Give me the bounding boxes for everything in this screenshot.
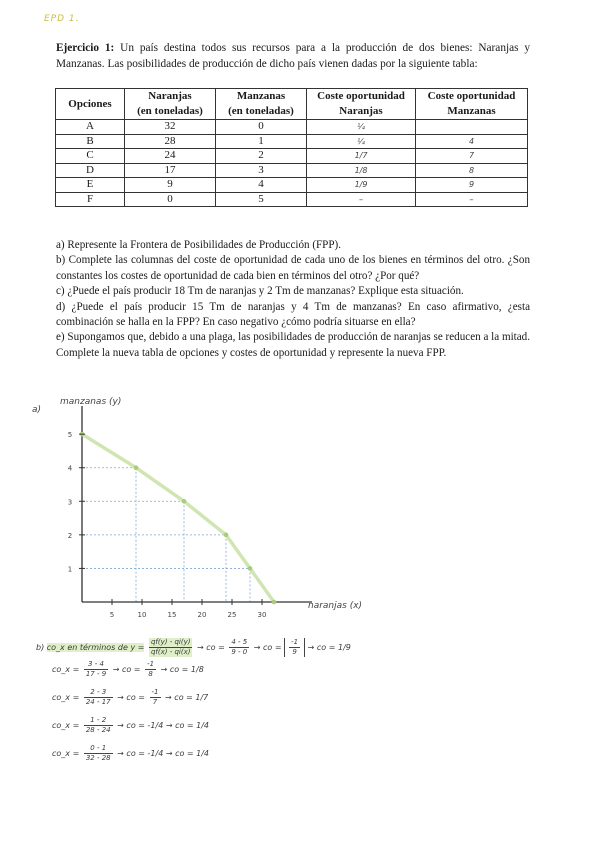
solution-row: co_x = $\frac{3 - 4}{17 - 9}$ → co = $\frac{-1}{8}$ → co = 1/8 — [52, 660, 204, 678]
cell-apples: 0 — [216, 120, 307, 135]
cell-option: C — [56, 149, 125, 164]
x-tick-label: 25 — [227, 611, 237, 619]
solution-row: co_x = $\frac{0 - 1}{32 - 28}$ → co = -1/4 → co = 1/4 — [52, 744, 210, 762]
table-row — [56, 163, 528, 178]
cell-oc-apples: 4 — [416, 134, 528, 149]
y-tick-label: 5 — [67, 431, 73, 440]
cell-option: D — [56, 163, 125, 178]
header-oranges: Naranjas (en toneladas) — [125, 89, 216, 120]
ppf-curve — [82, 434, 274, 602]
table-header-row — [56, 89, 528, 120]
cell-oranges: 28 — [125, 134, 216, 149]
cell-apples: 1 — [216, 134, 307, 149]
chart-axes — [82, 406, 312, 602]
ppf-chart — [30, 392, 390, 622]
question-b: b) Complete las columnas del coste de oportunidad de cada uno de los bienes en términos del otro. ¿Son constantes los costes de oportunidad de cada bien en términos del otro? ¿Por qué? — [56, 254, 530, 282]
table-row — [56, 149, 528, 164]
cell-option: A — [56, 120, 125, 135]
header-oc-oranges: Coste oportunidad Naranjas — [307, 89, 416, 120]
cell-oc-oranges: 1/8 — [307, 163, 416, 178]
chart-ticks — [68, 431, 267, 619]
table-row — [56, 192, 528, 207]
table-row — [56, 134, 528, 149]
header-apples: Manzanas (en toneladas) — [216, 89, 307, 120]
question-c: c) ¿Puede el país producir 18 Tm de naranjas y 2 Tm de manzanas? Explique esta situación. — [56, 285, 464, 298]
exercise-statement — [56, 40, 530, 72]
cell-oc-apples — [416, 120, 528, 135]
exercise-text: Un país destina todos sus recursos para a la producción de dos bienes: Naranjas y Manzanas. Las posibilidades de producción de dicho país vienen dadas por la siguiente tabla: — [56, 42, 531, 70]
cell-oranges: 32 — [125, 120, 216, 135]
solution-b-line: b) co_x en términos de y = $\frac{qf(y) - qi(y)}{qf(x) - qi(x)}$ → co = $\frac{4 - 5}{9 - 0}$ → co = $\frac{-1}{9}$ → co = 1/9 — [36, 638, 351, 656]
cell-oc-apples: – — [416, 192, 528, 207]
x-tick-label: 5 — [109, 611, 115, 619]
y-tick-label: 4 — [67, 464, 73, 473]
solution-row: co_x = $\frac{2 - 3}{24 - 17}$ → co = $\frac{-1}{7}$ → co = 1/7 — [52, 688, 209, 706]
header-oc-apples: Coste oportunidad Manzanas — [416, 89, 528, 120]
cell-oc-apples: 9 — [416, 178, 528, 193]
solution-b-title: co_x en términos de y = — [46, 643, 145, 652]
questions-list — [56, 238, 530, 361]
question-d: d) ¿Puede el país producir 15 Tm de naranjas y 4 Tm de manzanas? En caso afirmativo, ¿esta combinación se halla en la FPP? En caso negativo ¿cómo podría situarse en ella? — [56, 300, 530, 329]
x-tick-label: 20 — [197, 611, 207, 619]
options-table — [55, 88, 528, 207]
ppf-point — [272, 600, 277, 605]
ppf-point — [182, 499, 187, 504]
cell-oranges: 17 — [125, 163, 216, 178]
x-tick-label: 10 — [137, 611, 147, 619]
table-row — [56, 178, 528, 193]
page-tag: EPD 1. — [44, 14, 80, 24]
y-tick-label: 3 — [67, 498, 73, 507]
cell-option: F — [56, 192, 125, 207]
cell-oc-apples: 7 — [416, 149, 528, 164]
cell-oc-apples: 8 — [416, 163, 528, 178]
x-tick-label: 30 — [257, 611, 267, 619]
cell-option: B — [56, 134, 125, 149]
cell-apples: 5 — [216, 192, 307, 207]
ppf-point — [224, 533, 229, 538]
ppf-point — [248, 566, 253, 571]
chart-series — [80, 432, 277, 604]
question-e: e) Supongamos que, debido a una plaga, las posibilidades de producción de naranjas se reducen a la mitad. Complete la nueva tabla de opciones y costes de oportunidad y represente la nueva FPP. — [56, 331, 530, 359]
cell-apples: 2 — [216, 149, 307, 164]
cell-oc-oranges: 1/7 — [307, 149, 416, 164]
y-tick-label: 1 — [67, 565, 73, 574]
cell-oranges: 24 — [125, 149, 216, 164]
solution-b-formula: $\frac{qf(y) - qi(y)}{qf(x) - qi(x)}$ — [150, 638, 191, 656]
table-row — [56, 120, 528, 135]
cell-oc-oranges: ¼ — [307, 134, 416, 149]
cell-oc-oranges: ¼ — [307, 120, 416, 135]
header-options: Opciones — [56, 89, 125, 120]
cell-oranges: 0 — [125, 192, 216, 207]
cell-oranges: 9 — [125, 178, 216, 193]
cell-apples: 3 — [216, 163, 307, 178]
chart-part-label: a) — [32, 405, 42, 415]
x-tick-label: 15 — [167, 611, 177, 619]
cell-option: E — [56, 178, 125, 193]
question-a: a) Represente la Frontera de Posibilidades de Producción (FPP). — [56, 239, 341, 251]
x-axis-label: naranjas (x) — [308, 601, 363, 611]
ppf-point — [134, 465, 139, 470]
cell-oc-oranges: 1/9 — [307, 178, 416, 193]
y-tick-label: 2 — [67, 531, 73, 540]
solution-b-label: b) — [36, 643, 45, 652]
y-axis-label: manzanas (y) — [60, 397, 122, 407]
exercise-label: Ejercicio 1: — [56, 42, 115, 54]
solution-row: co_x = $\frac{1 - 2}{28 - 24}$ → co = -1/4 → co = 1/4 — [52, 716, 210, 734]
cell-apples: 4 — [216, 178, 307, 193]
cell-oc-oranges: – — [307, 192, 416, 207]
